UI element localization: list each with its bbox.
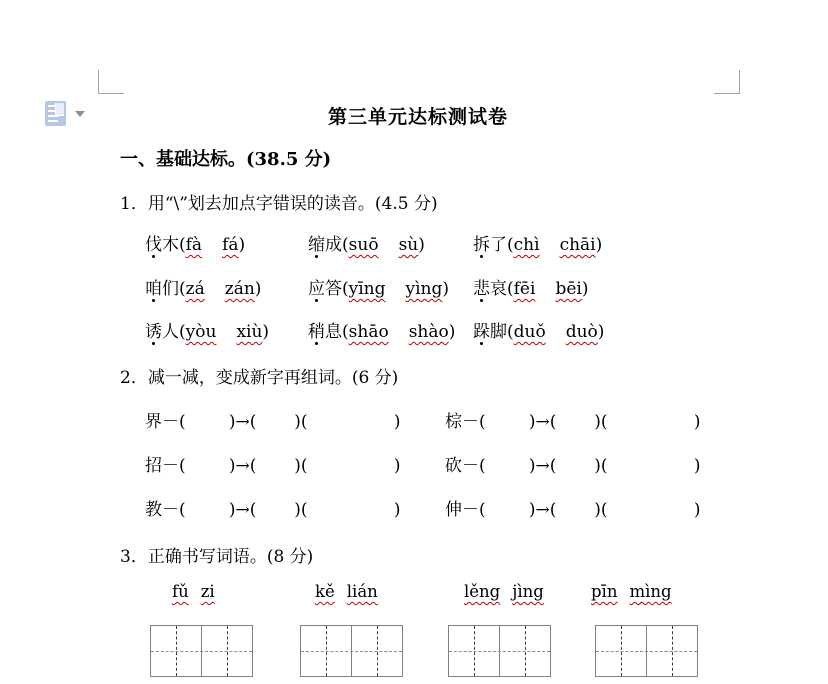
close-paren: ) <box>254 279 262 299</box>
pinyin-option-2: bēi <box>555 279 582 299</box>
pinyin-option-2: fá <box>222 235 239 255</box>
question-3-prompt <box>120 542 313 567</box>
open-paren: ( <box>342 235 349 255</box>
open-paren: ( <box>507 279 514 299</box>
q1-row-1 <box>145 230 785 256</box>
writing-cell <box>352 626 402 676</box>
question-2-prompt <box>120 363 398 388</box>
word-char: 了 <box>490 235 507 255</box>
pinyin-option-1: shāo <box>348 322 389 342</box>
pinyin-word: zi <box>200 582 215 601</box>
dotted-char: 咱 <box>145 274 162 299</box>
open-paren: ( <box>507 322 514 342</box>
pinyin-option-2: yìng <box>405 279 443 299</box>
question-3-number: 3． <box>120 547 148 567</box>
dotted-char: 伐 <box>145 230 162 255</box>
pinyin-option-1: yòu <box>185 322 217 342</box>
clipboard-page-icon <box>55 103 64 116</box>
word-char: 们 <box>162 279 179 299</box>
writing-grid-4 <box>595 625 698 677</box>
paste-options-button[interactable] <box>44 100 92 130</box>
pinyin-word: lián <box>346 582 378 601</box>
dotted-char: 拆 <box>473 230 490 255</box>
subtract-item: 教－( )→( )( ) <box>145 500 401 520</box>
word-item <box>308 274 449 299</box>
pinyin-option-1: suō <box>348 235 379 255</box>
word-item <box>308 230 425 255</box>
dotted-char: 悲 <box>473 274 490 299</box>
pinyin-word: jìng <box>512 582 544 601</box>
pinyin-option-1: duǒ <box>513 322 546 342</box>
close-paren: ) <box>442 279 450 299</box>
pinyin-option-2: shào <box>408 322 449 342</box>
q1-row-2 <box>145 274 785 300</box>
pinyin-word: kě <box>315 582 335 601</box>
paste-options-icon <box>45 101 66 126</box>
pinyin-option-1: fà <box>185 235 203 255</box>
dotted-char: 稍 <box>308 317 325 342</box>
word-item <box>473 230 602 255</box>
page-margin-corner-left-icon <box>98 70 124 94</box>
page-margin-corner-right-icon <box>714 70 740 94</box>
close-paren: ) <box>595 235 603 255</box>
close-paren: ) <box>418 235 425 255</box>
q1-row-3 <box>145 317 785 343</box>
writing-cell <box>301 626 352 676</box>
word-item <box>145 230 245 255</box>
pinyin-option-2: chāi <box>559 235 596 255</box>
writing-grid-3 <box>448 625 551 677</box>
subtract-item: 砍－( )→( )( ) <box>445 456 701 476</box>
q2-row-1 <box>145 407 785 433</box>
subtract-item: 界－( )→( )( ) <box>145 412 401 432</box>
word-char: 哀 <box>490 279 507 299</box>
q2-row-2 <box>145 451 785 477</box>
pinyin-label <box>315 582 378 601</box>
word-char: 人 <box>162 322 179 342</box>
question-1-prompt <box>120 189 438 214</box>
open-paren: ( <box>507 235 514 255</box>
pinyin-option-1: zá <box>185 279 205 299</box>
word-item <box>308 317 455 342</box>
writing-cell <box>202 626 252 676</box>
word-char: 成 <box>325 235 342 255</box>
pinyin-option-1: yīng <box>348 279 386 299</box>
pinyin-option-1: fēi <box>513 279 536 299</box>
pinyin-label <box>464 582 544 601</box>
pinyin-word: mìng <box>629 582 672 601</box>
close-paren: ) <box>597 322 605 342</box>
pinyin-option-1: chì <box>513 235 540 255</box>
open-paren: ( <box>342 322 349 342</box>
dropdown-arrow-icon[interactable] <box>75 111 85 117</box>
subtract-item: 伸－( )→( )( ) <box>445 500 701 520</box>
writing-cell <box>500 626 550 676</box>
writing-cell <box>647 626 697 676</box>
dotted-char: 跺 <box>473 317 490 342</box>
section-1-heading: 一、基础达标。(38.5 分) <box>120 149 332 170</box>
question-2-number: 2． <box>120 368 148 388</box>
word-char: 脚 <box>490 322 507 342</box>
close-paren: ) <box>581 279 589 299</box>
word-char: 答 <box>325 279 342 299</box>
question-1-number: 1． <box>120 194 148 214</box>
word-item <box>145 317 269 342</box>
word-char: 木 <box>162 235 179 255</box>
writing-cell <box>596 626 647 676</box>
writing-grid-1 <box>150 625 253 677</box>
open-paren: ( <box>342 279 349 299</box>
writing-grid-2 <box>300 625 403 677</box>
word-char: 息 <box>325 322 342 342</box>
word-item <box>473 274 588 299</box>
dotted-char: 缩 <box>308 230 325 255</box>
pinyin-option-2: duò <box>565 322 598 342</box>
pinyin-label <box>591 582 672 601</box>
close-paren: ) <box>448 322 456 342</box>
word-item <box>473 317 604 342</box>
question-1-text: 用“\”划去加点字错误的读音。(4.5 分) <box>147 194 438 214</box>
subtract-item: 招－( )→( )( ) <box>145 456 401 476</box>
question-2-text: 减一减，变成新字再组词。(6 分) <box>147 368 399 388</box>
pinyin-option-2: xiù <box>236 322 263 342</box>
pinyin-option-2: zán <box>224 279 255 299</box>
subtract-item: 棕－( )→( )( ) <box>445 412 701 432</box>
open-paren: ( <box>179 322 186 342</box>
open-paren: ( <box>179 235 186 255</box>
close-paren: ) <box>262 322 270 342</box>
pinyin-word: pīn <box>591 582 618 601</box>
page-title: 第三单元达标测试卷 <box>327 106 508 128</box>
close-paren: ) <box>238 235 246 255</box>
pinyin-word: fǔ <box>172 582 189 601</box>
writing-cell <box>151 626 202 676</box>
open-paren: ( <box>179 279 186 299</box>
pinyin-label <box>172 582 215 601</box>
pinyin-word: lěng <box>464 582 501 601</box>
word-item <box>145 274 261 299</box>
dotted-char: 应 <box>308 274 325 299</box>
writing-cell <box>449 626 500 676</box>
question-3-text: 正确书写词语。(8 分) <box>147 547 314 567</box>
q2-row-3 <box>145 495 785 521</box>
pinyin-option-2: sù <box>398 235 419 255</box>
dotted-char: 诱 <box>145 317 162 342</box>
